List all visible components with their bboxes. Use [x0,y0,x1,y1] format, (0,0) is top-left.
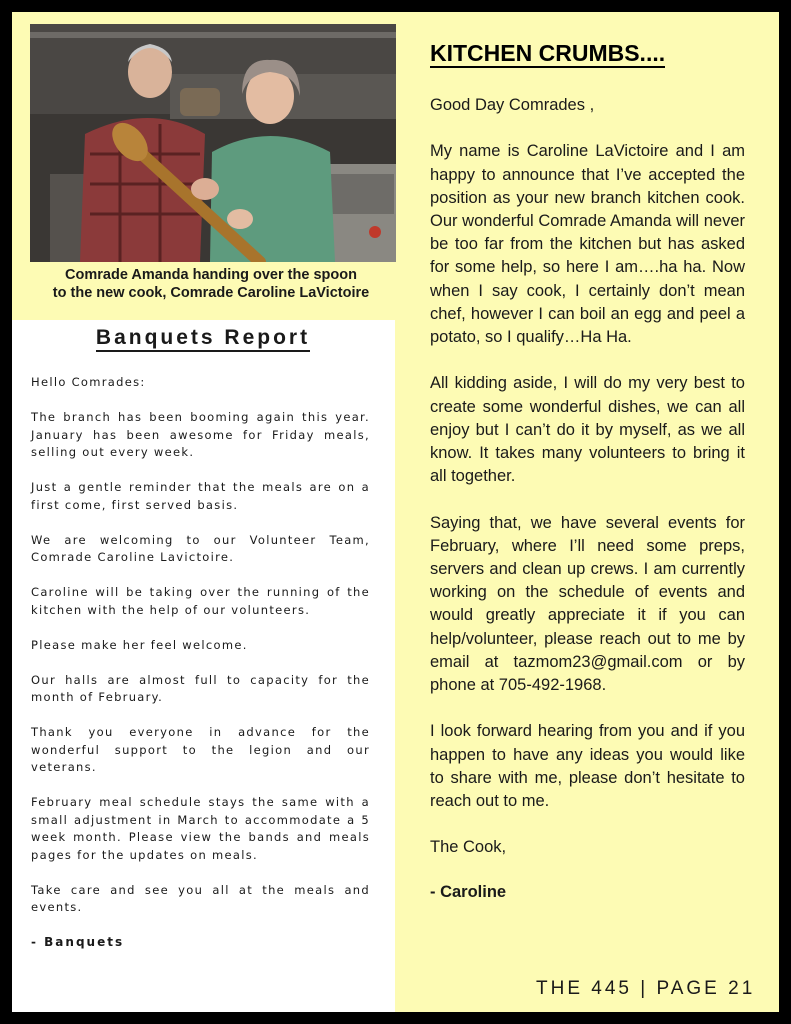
banquets-report-body [31,374,370,969]
kitchen-photo-image [30,24,396,262]
banquets-paragraph: Please make her feel welcome. [31,637,248,652]
banquets-paragraph: Caroline will be taking over the running of the kitchen with the help of our volunteers. [31,585,370,617]
kitchen-paragraph: My name is Caroline LaVictoire and I am happy to announce that I’ve accepted the position as your new branch kitchen cook. Our wonderful Comrade Amanda will never be too far from the kitchen but has asked for some help, so here I am….ha ha. Now when I say cook, I certainly don’t mean chef, however I can boil an egg and peel a potato, so I qualify…Ha Ha. [430,142,745,347]
banquets-paragraph: The branch has been booming again this year. January has been awesome for Friday meals, selling out every week. [31,410,370,459]
photo-caption [14,266,408,302]
banquets-signoff: - Banquets [31,935,125,949]
banquets-paragraph: February meal schedule stays the same with a small adjustment in March to accommodate a 5 week month. Please view the bands and meals pages for the updates on meals. [31,795,370,862]
kitchen-paragraph: All kidding aside, I will do my very best to create some wonderful dishes, we can all enjoy but I can’t do it by myself, as we all know. It takes many volunteers to bring it all together. [430,374,745,486]
banquets-paragraph: Take care and see you all at the meals and events. [31,882,370,914]
kitchen-paragraph: I look forward hearing from you and if you happen to have any ideas you would like to share with me, please don’t hesitate to reach out to me. [430,722,745,811]
kitchen-photo [30,24,396,262]
kitchen-crumbs-title: KITCHEN CRUMBS.... [430,40,666,66]
kitchen-crumbs-body [430,94,745,927]
banquets-paragraph: We are welcoming to our Volunteer Team, Comrade Caroline Lavictoire. [31,532,370,564]
caption-line-2: to the new cook, Comrade Caroline LaVictoire [52,285,370,301]
kitchen-greeting: Good Day Comrades , [430,96,595,114]
banquets-paragraph: Our halls are almost full to capacity for the month of February. [31,672,370,704]
banquets-title [0,326,406,350]
banquets-title-text: Banquets Report [96,326,310,352]
kitchen-paragraph: Saying that, we have several events for February, where I’ll need some preps, servers and clean up crews. I am currently working on the schedule of events and would greatly appreciate it if you can help/volunteer, please reach out to me by email at tazmom23@gmail.com or by phone at 705-492-1968. [430,513,745,695]
banquets-paragraph: Thank you everyone in advance for the wonderful support to the legion and our veterans. [31,725,370,774]
page-footer: THE 445 | PAGE 21 [536,978,756,999]
banquets-paragraph: Just a gentle reminder that the meals are on a first come, first served basis. [31,480,370,512]
banquets-paragraph: Hello Comrades: [31,375,146,389]
kitchen-signature: - Caroline [430,882,507,901]
kitchen-closing: The Cook, [430,838,507,857]
caption-line-1: Comrade Amanda handing over the spoon [65,267,357,283]
